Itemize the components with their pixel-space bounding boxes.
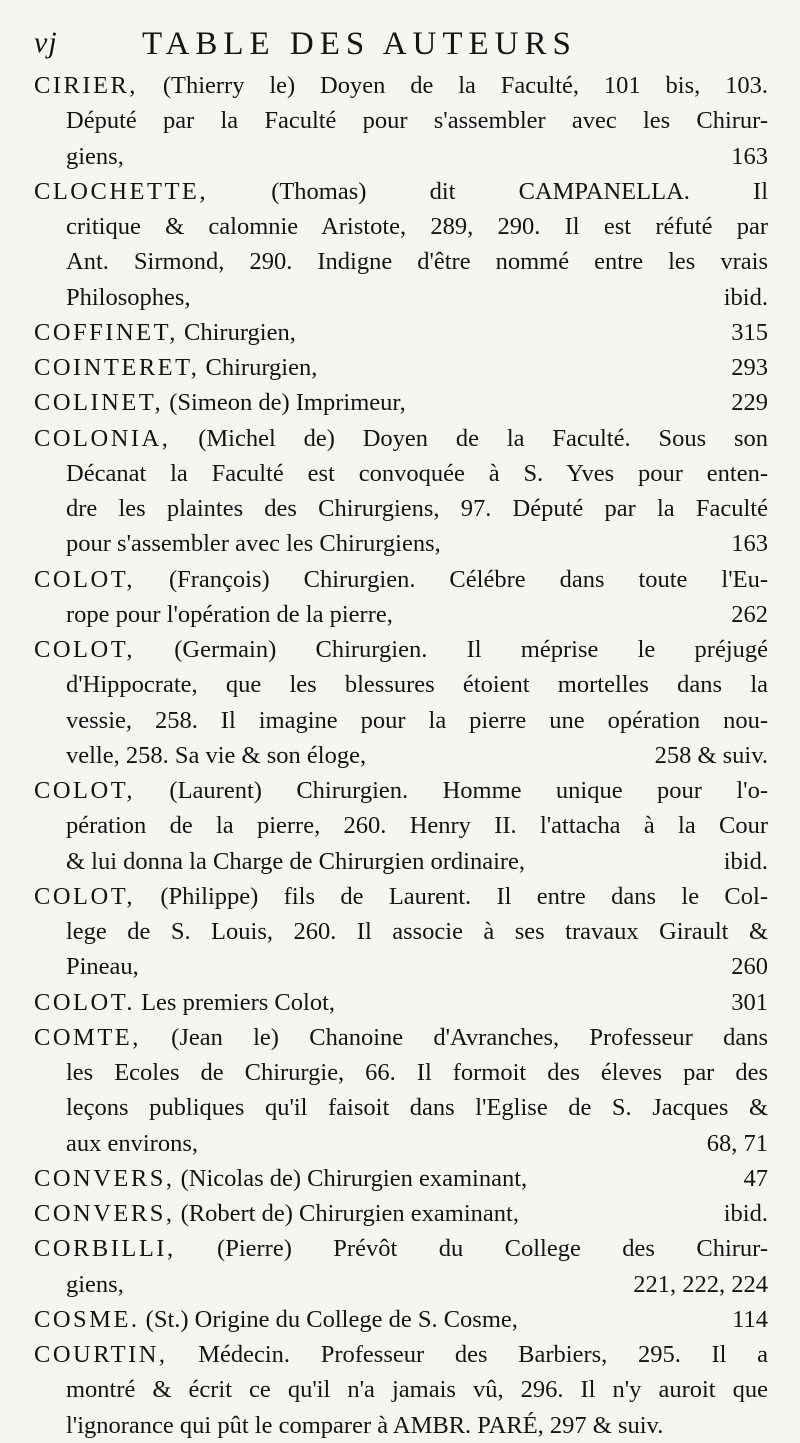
entry-line — [34, 491, 768, 526]
entry-line — [34, 773, 768, 808]
entry-text: Député par la Faculté pour s'assembler avec les Chirur- — [66, 107, 768, 135]
entry-line — [34, 1090, 768, 1125]
entry-line — [34, 1302, 768, 1337]
index-entry — [34, 1020, 768, 1161]
entry-text: (Jean le) Chanoine d'Avranches, Professeur dans — [171, 1023, 768, 1051]
entry-text: Chirurgien, — [205, 354, 318, 381]
entry-text: velle, 258. Sa vie & son éloge, — [66, 741, 367, 769]
entry-text: Chirurgien, — [184, 318, 296, 346]
entry-text: les Ecoles de Chirurgie, 66. Il formoit des éleves par des — [66, 1059, 768, 1086]
page-reference: ibid. — [723, 283, 768, 311]
entry-text: lege de S. Louis, 260. Il associe à ses travaux Girault & — [66, 918, 768, 945]
entry-line — [34, 1372, 768, 1407]
entry-line — [34, 632, 768, 667]
entry-headword: CONVERS, — [34, 1200, 175, 1227]
entry-line — [34, 1196, 768, 1231]
entry-text: Décanat la Faculté est convoquée à S. Yves pour enten- — [66, 459, 768, 487]
entry-text: pération de la pierre, 260. Henry II. l'attacha à la Cour — [66, 812, 768, 840]
entry-text: (François) Chirurgien. Célébre dans toute l'Eu- — [168, 565, 769, 593]
entry-line — [34, 1055, 768, 1090]
index-entry — [34, 315, 768, 350]
page-reference: ibid. — [723, 1200, 768, 1227]
entry-line — [34, 738, 768, 773]
index-entry — [34, 773, 768, 879]
entry-line — [34, 1408, 768, 1443]
entry-text: (Nicolas de) Chirurgien examinant, — [180, 1164, 528, 1192]
entry-text: giens, — [66, 142, 124, 170]
entry-line — [34, 597, 768, 632]
entry-text: d'Hippocrate, que les blessures étoient mortelles dans la — [66, 671, 768, 699]
entry-text: (Robert de) Chirurgien examinant, — [180, 1200, 519, 1227]
page-reference: 258 & suiv. — [654, 741, 768, 769]
index-entry — [34, 1161, 768, 1196]
entry-line — [34, 174, 768, 209]
entry-headword: COSME. — [34, 1305, 140, 1333]
page-header — [34, 20, 768, 66]
running-title: TABLE DES AUTEURS — [142, 26, 577, 62]
entry-text: Pineau, — [66, 953, 139, 981]
entry-line — [34, 350, 768, 385]
entry-text: (Pierre) Prévôt du College des Chirur- — [217, 1235, 768, 1263]
index-entry — [34, 385, 768, 420]
page-reference: 293 — [731, 354, 768, 381]
entry-line — [34, 209, 768, 244]
entry-headword: COLOT. — [34, 988, 135, 1016]
entry-line — [34, 844, 768, 879]
entry-headword: CLOCHETTE, — [34, 177, 209, 205]
entry-line — [34, 808, 768, 843]
entry-headword: COFFINET, — [34, 318, 178, 346]
entry-headword: COINTERET, — [34, 354, 200, 381]
entry-text: (Michel de) Doyen de la Faculté. Sous son — [198, 424, 768, 452]
entry-line — [34, 139, 768, 174]
entry-line — [34, 421, 768, 456]
entry-line — [34, 562, 768, 597]
entry-text: & lui donna la Charge de Chirurgien ordinaire, — [66, 847, 526, 875]
entry-text: (Thomas) dit CAMPANELLA. Il — [271, 177, 769, 205]
page-reference: 163 — [731, 530, 768, 558]
page-reference: 47 — [743, 1164, 768, 1192]
entry-line — [34, 315, 768, 350]
entry-line — [34, 68, 768, 103]
index-entry — [34, 350, 768, 385]
entry-text: (Thierry le) Doyen de la Faculté, 101 bis, 103. — [162, 72, 769, 99]
entry-headword: COMTE, — [34, 1023, 141, 1051]
index-entries — [34, 68, 768, 1443]
entry-line — [34, 385, 768, 420]
index-entry — [34, 68, 768, 174]
entry-text: (Laurent) Chirurgien. Homme unique pour l'o- — [169, 777, 769, 804]
index-entry — [34, 174, 768, 315]
entry-line — [34, 526, 768, 561]
page-reference: 221, 222, 224 — [633, 1270, 768, 1298]
index-entry — [34, 1302, 768, 1337]
index-entry — [34, 562, 768, 633]
entry-text: rope pour l'opération de la pierre, — [66, 600, 393, 628]
page-reference: 229 — [731, 389, 768, 417]
entry-text: critique & calomnie Aristote, 289, 290. Il est réfuté par — [66, 213, 768, 240]
entry-line — [34, 1231, 768, 1266]
index-entry — [34, 1337, 768, 1443]
entry-text: (St.) Origine du College de S. Cosme, — [145, 1305, 518, 1333]
entry-text: (Simeon de) Imprimeur, — [169, 389, 406, 417]
page-reference: 163 — [731, 142, 768, 170]
entry-line — [34, 985, 768, 1020]
entry-text: l'ignorance qui pût le comparer à AMBR. PARÉ, 297 & suiv. — [66, 1411, 664, 1439]
index-entry — [34, 879, 768, 985]
entry-headword: COLOT, — [34, 882, 135, 910]
entry-line — [34, 1267, 768, 1302]
entry-headword: CORBILLI, — [34, 1235, 176, 1263]
entry-text: vessie, 258. Il imagine pour la pierre une opération nou- — [66, 706, 768, 734]
entry-line — [34, 667, 768, 702]
page-reference: 68, 71 — [706, 1129, 768, 1157]
entry-line — [34, 703, 768, 738]
index-entry — [34, 632, 768, 773]
entry-line — [34, 244, 768, 279]
entry-line — [34, 1126, 768, 1161]
entry-line — [34, 1020, 768, 1055]
index-entry — [34, 1231, 768, 1302]
entry-text: montré & écrit ce qu'il n'a jamais vû, 296. Il n'y auroit que — [66, 1376, 768, 1404]
page-number: vj — [34, 26, 58, 59]
page-reference: 114 — [732, 1305, 768, 1333]
entry-text: Ant. Sirmond, 290. Indigne d'être nommé entre les vrais — [66, 248, 768, 276]
entry-text: pour s'assembler avec les Chirurgiens, — [66, 530, 441, 558]
entry-headword: COLOT, — [34, 565, 135, 593]
entry-text: leçons publiques qu'il faisoit dans l'Eglise de S. Jacques & — [66, 1094, 768, 1122]
page-reference: 260 — [731, 953, 768, 981]
entry-line — [34, 1337, 768, 1372]
entry-text: (Philippe) fils de Laurent. Il entre dans le Col- — [160, 882, 768, 910]
entry-headword: CONVERS, — [34, 1164, 175, 1192]
entry-line — [34, 280, 768, 315]
page-reference: 262 — [731, 600, 768, 628]
entry-line — [34, 914, 768, 949]
entry-text: dre les plaintes des Chirurgiens, 97. Député par la Faculté — [66, 495, 768, 522]
page-reference: ibid. — [723, 847, 768, 875]
entry-text: Philosophes, — [66, 283, 191, 311]
entry-headword: COLOT, — [34, 636, 135, 663]
entry-line — [34, 1161, 768, 1196]
index-entry — [34, 985, 768, 1020]
entry-line — [34, 103, 768, 138]
entry-line — [34, 456, 768, 491]
entry-line — [34, 949, 768, 984]
entry-text: aux environs, — [66, 1129, 198, 1157]
entry-line — [34, 879, 768, 914]
page-reference: 315 — [731, 318, 768, 346]
entry-headword: CIRIER, — [34, 72, 138, 99]
entry-text: giens, — [66, 1270, 124, 1298]
entry-headword: COURTIN, — [34, 1341, 168, 1368]
index-entry — [34, 421, 768, 562]
entry-text: Les premiers Colot, — [141, 988, 336, 1016]
entry-headword: COLINET, — [34, 389, 164, 417]
index-entry — [34, 1196, 768, 1231]
entry-headword: COLOT, — [34, 777, 135, 804]
entry-headword: COLONIA, — [34, 424, 171, 452]
page-reference: 301 — [731, 988, 768, 1016]
entry-text: Médecin. Professeur des Barbiers, 295. Il a — [198, 1341, 768, 1368]
entry-text: (Germain) Chirurgien. Il méprise le préjugé — [174, 636, 768, 663]
